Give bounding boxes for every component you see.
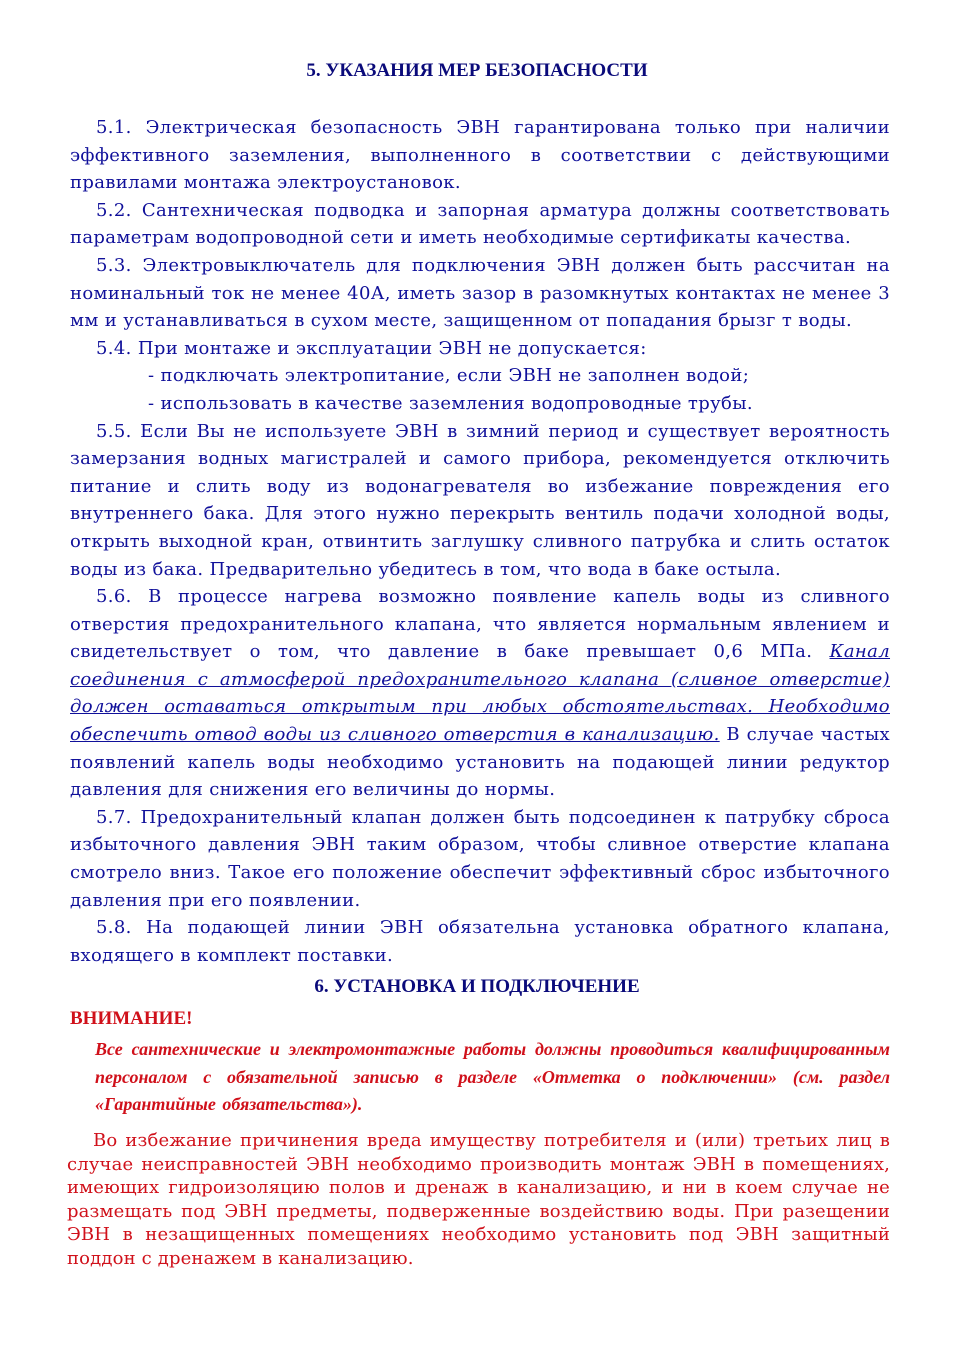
paragraph-5-5: 5.5. Если Вы не используете ЭВН в зимний период и существует вероятность замерзания водных магистралей и самого прибора, рекомендуется отключить питание и слить воду из водонагревателя во избежание повреждения его внутреннего бака. Для этого нужно перекрыть вентиль подачи холодной воды, открыть выходной кран, отвинтить заглушку сливного патрубка и слить остаток воды из бака. Предварительно убедитесь в том, что вода в баке остыла.: [70, 420, 890, 580]
paragraph-5-7: 5.7. Предохранительный клапан должен быть подсоединен к патрубку сброса избыточного давления ЭВН таким образом, чтобы сливное отверстие клапана смотрело вниз. Такое его положение обеспечит эффективный сброс избыточного давления при его появлении.: [70, 806, 890, 911]
list-item: - использовать в качестве заземления водопроводные трубы.: [148, 392, 753, 414]
list-item: - подключать электропитание, если ЭВН не заполнен водой;: [148, 365, 750, 387]
paragraph-5-6: [70, 583, 890, 804]
paragraph-5-4: 5.4. При монтаже и эксплуатации ЭВН не допускается:: [96, 337, 647, 359]
paragraph-5-6-text: 5.6. В процессе нагрева возможно появление капель воды из сливного отверстия предохранительного клапана, что является нормальным явлением и свидетельствует о том, что давление в баке превышает 0,6 МПа.: [70, 586, 890, 663]
paragraph-5-2: 5.2. Сантехническая подводка и запорная арматура должны соответствовать параметрам водопроводной сети и иметь необходимые сертификаты качества.: [70, 199, 890, 249]
paragraph-5-6-end: В случае частых появлений капель воды необходимо установить на подающей линии редуктор давления для снижения его величины до нормы.: [70, 724, 890, 801]
section-6-title: 6. УСТАНОВКА И ПОДКЛЮЧЕНИЕ: [314, 976, 640, 997]
paragraph-5-8: 5.8. На подающей линии ЭВН обязательна установка обратного клапана, входящего в комплект поставки.: [70, 917, 890, 966]
paragraph-5-3: 5.3. Электровыключатель для подключения ЭВН должен быть рассчитан на номинальный ток не менее 40А, иметь зазор в разомкнутых контактах не менее 3 мм и устанавливаться в сухом месте, защищенном от попадания брызг т воды.: [70, 254, 890, 332]
paragraph-5-1: 5.1. Электрическая безопасность ЭВН гарантирована только при наличии эффективного заземления, выполненного в соответствии с действующими правилами монтажа электроустановок.: [70, 117, 890, 194]
installation-note: [67, 1129, 890, 1270]
warning-text: Все сантехнические и электромонтажные работы должны проводиться квалифицированным персоналом с обязательной записью в разделе «Отметка о подключении» (см. раздел «Гарантийные обязательства»).: [95, 1039, 890, 1114]
attention-label: ВНИМАНИЕ!: [70, 1008, 193, 1029]
emphasized-requirement: Канал соединения с атмосферой предохранительного клапана (сливное отверстие) должен оставаться открытым при любых обстоятельствах. Необходимо обеспечить отвод воды из сливного отверстия в канализацию.: [70, 641, 891, 746]
installation-paragraph: Во избежание причинения вреда имуществу потребителя и (или) третьих лиц в случае неисправностей ЭВН необходимо производить монтаж ЭВН в помещениях, имеющих гидроизоляцию полов и дренаж в канализацию, и ни в коем случае не размещать под ЭВН предметы, подверженные воздействию воды. При разещении ЭВН в незащищенных помещениях необходимо установить под ЭВН защитный поддон с дренажем в канализацию.: [67, 1130, 890, 1269]
section-5-title: 5. УКАЗАНИЯ МЕР БЕЗОПАСНОСТИ: [306, 60, 648, 81]
section-5-body: [70, 114, 890, 969]
